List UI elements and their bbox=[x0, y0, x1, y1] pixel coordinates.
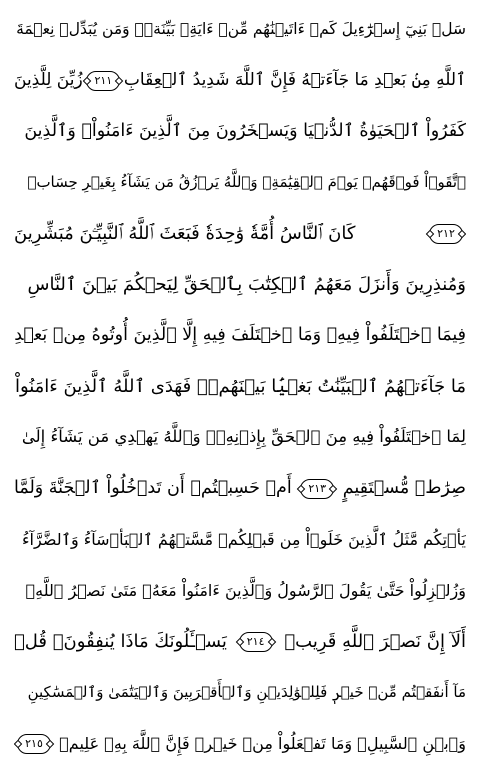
line-text: سَلۡ بَنِيٓ إِسۡرَٰٓءِيلَ كَمۡ ءَاتَيۡنَٰهُم مِّنۡ ءَايَةِۭ بَيِّنَةٖۗ وَمَن يُبَدِّلۡ نِعۡمَةَ bbox=[16, 19, 466, 38]
text-line-1 bbox=[14, 4, 466, 55]
text-line-10 bbox=[14, 463, 466, 514]
line-text: وَزُلۡزِلُواْ حَتَّىٰ يَقُولَ ٱلرَّسُولُ وَٱلَّذِينَ ءَامَنُواْ مَعَهُۥ مَتَىٰ نَصۡرُ ٱللَّهِۗ bbox=[25, 580, 466, 600]
line-text: وَٱبۡنِ ٱلسَّبِيلِۗ وَمَا تَفۡعَلُواْ مِنۡ خَيۡرٖ فَإِنَّ ٱللَّهَ بِهِۦ عَلِيمٞ bbox=[59, 733, 466, 753]
ayah-number-marker: ٢١٥ bbox=[17, 734, 51, 754]
text-line-5 bbox=[14, 208, 466, 259]
line-text: يَأۡتِكُم مَّثَلُ ٱلَّذِينَ خَلَوۡاْ مِن قَبۡلِكُمۖ مَّسَّتۡهُمُ ٱلۡبَأۡسَآءُ وَٱلضَّرَّآءُ bbox=[22, 529, 466, 549]
line-text: مَآ أَنفَقۡتُم مِّنۡ خَيۡرٖ فَلِلۡوَٰلِدَيۡنِ وَٱلۡأَقۡرَبِينَ وَٱلۡيَتَٰمَىٰ وَٱلۡمَسَٰكِينِ bbox=[27, 683, 466, 701]
line-text: صِرَٰطٖ مُّسۡتَقِيمٍ bbox=[342, 477, 466, 498]
line-text: زُيِّنَ لِلَّذِينَ bbox=[14, 70, 83, 90]
text-line-12 bbox=[14, 565, 466, 616]
line-text: لِمَا ٱخۡتَلَفُواْ فِيهِ مِنَ ٱلۡحَقِّ بِإِذۡنِهِۦۗ وَٱللَّهُ يَهۡدِي مَن يَشَآءُ إِلَىٰ bbox=[21, 427, 466, 447]
text-block bbox=[14, 4, 466, 772]
line-text: وَمُنذِرِينَ وَأَنزَلَ مَعَهُمُ ٱلۡكِتَٰبَ بِٱلۡحَقِّ لِيَحۡكُمَ بَيۡنَ ٱلنَّاسِ bbox=[27, 273, 466, 295]
line-text: ٱللَّهِ مِنۢ بَعۡدِ مَا جَآءَتۡهُ فَإِنَّ ٱللَّهَ شَدِيدُ ٱلۡعِقَابِ bbox=[123, 70, 466, 90]
text-line-15 bbox=[14, 718, 466, 769]
line-text: فِيمَا ٱخۡتَلَفُواْ فِيهِۚ وَمَا ٱخۡتَلَفَ فِيهِ إِلَّا ٱلَّذِينَ أُوتُوهُ مِنۢ بَعۡدِ bbox=[14, 324, 466, 345]
line-text: كَانَ ٱلنَّاسُ أُمَّةٗ وَٰحِدَةٗ فَبَعَثَ ٱللَّهُ ٱلنَّبِيِّـۧنَ مُبَشِّرِينَ bbox=[14, 222, 356, 244]
line-text: كَفَرُواْ ٱلۡحَيَوٰةُ ٱلدُّنۡيَا وَيَسۡخَرُونَ مِنَ ٱلَّذِينَ ءَامَنُواْۘ وَٱلَّذِينَ bbox=[24, 120, 466, 141]
text-line-9 bbox=[14, 412, 466, 463]
text-line-2 bbox=[14, 55, 466, 106]
text-line-4 bbox=[14, 157, 466, 208]
line-text: أَلَآ إِنَّ نَصۡرَ ٱللَّهِ قَرِيبٞ bbox=[284, 630, 466, 652]
line-text: أَمۡ حَسِبۡتُمۡ أَن تَدۡخُلُواْ ٱلۡجَنَّةَ وَلَمَّا bbox=[14, 477, 292, 498]
line-text: مَا جَآءَتۡهُمُ ٱلۡبَيِّنَٰتُ بَغۡيَۢا بَيۡنَهُمۡۖ فَهَدَى ٱللَّهُ ٱلَّذِينَ ءَامَنُواْ bbox=[14, 375, 466, 397]
text-line-13 bbox=[14, 616, 466, 667]
ayah-number-marker: ٢١٢ bbox=[429, 224, 463, 244]
ayah-number-marker: ٢١١ bbox=[86, 71, 120, 91]
ayah-number-marker: ٢١٤ bbox=[239, 632, 273, 652]
line-text: ٱتَّقَوۡاْ فَوۡقَهُمۡ يَوۡمَ ٱلۡقِيَٰمَةِۗ وَٱللَّهُ يَرۡزُقُ مَن يَشَآءُ بِغَيۡرِ حِسَابٖ bbox=[27, 173, 466, 191]
ayah-number-marker: ٢١٣ bbox=[300, 479, 334, 499]
text-line-3 bbox=[14, 106, 466, 157]
text-line-14 bbox=[14, 667, 466, 718]
text-line-8 bbox=[14, 361, 466, 412]
text-line-11 bbox=[14, 514, 466, 565]
text-line-6 bbox=[14, 259, 466, 310]
text-line-7 bbox=[14, 310, 466, 361]
line-text: يَسۡـَٔلُونَكَ مَاذَا يُنفِقُونَۖ قُلۡ bbox=[14, 630, 227, 652]
